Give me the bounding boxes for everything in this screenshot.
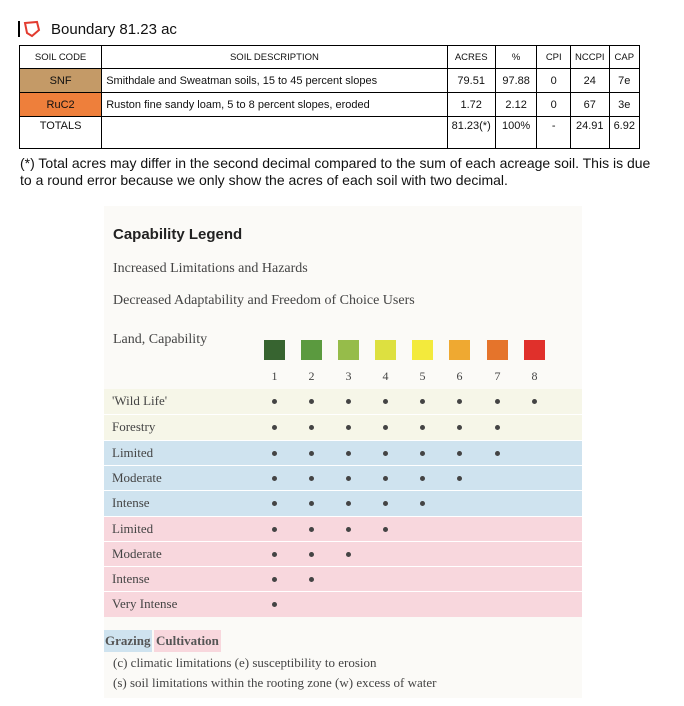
capability-dot <box>272 399 277 404</box>
wild-row <box>104 389 582 414</box>
capability-dot <box>346 399 351 404</box>
totals-percent: 100% <box>495 117 537 149</box>
soil-table <box>19 45 640 149</box>
capability-class-number: 2 <box>308 369 315 383</box>
capability-class-number: 6 <box>456 369 463 383</box>
col-acres: ACRES <box>447 46 495 69</box>
legend-line-adaptability: Decreased Adaptability and Freedom of Choice Users <box>113 293 415 308</box>
acreage-note: (*) Total acres may differ in the second decimal compared to the sum of each acreage soil. This is due to a round error because we only show the acres of each soil with two decimal. <box>20 155 651 188</box>
cultivation-key: Cultivation <box>154 630 221 652</box>
soil-code-cell: RuC2 <box>20 93 102 117</box>
soil-description-cell: Ruston fine sandy loam, 5 to 8 percent slopes, eroded <box>102 93 447 117</box>
capability-legend <box>104 206 582 698</box>
wild-row <box>104 414 582 440</box>
capability-dot <box>309 501 314 506</box>
capability-dot <box>309 451 314 456</box>
capability-class-number: 4 <box>382 369 389 383</box>
capability-class-number: 5 <box>419 369 426 383</box>
capability-class-4-swatch <box>375 340 396 360</box>
cultivation-row <box>104 566 582 592</box>
capability-class-number: 8 <box>531 369 538 383</box>
boundary-header <box>18 18 177 40</box>
legend-title: Capability Legend <box>113 226 243 243</box>
col-nccpi: NCCPI <box>570 46 609 69</box>
table-row <box>20 93 640 117</box>
capability-dot <box>346 451 351 456</box>
capability-dot <box>420 476 425 481</box>
percent-cell: 97.88 <box>495 69 537 93</box>
capability-dot <box>383 399 388 404</box>
capability-dot <box>272 476 277 481</box>
capability-dot <box>346 552 351 557</box>
row-label: 'Wild Life' <box>112 393 168 408</box>
row-label: Forestry <box>112 419 156 435</box>
capability-class-6-swatch <box>449 340 470 360</box>
capability-dot <box>383 501 388 506</box>
col-soil-description: SOIL DESCRIPTION <box>102 46 447 69</box>
row-label: Moderate <box>112 545 162 561</box>
acres-cell: 79.51 <box>447 69 495 93</box>
col-cap: CAP <box>609 46 639 69</box>
land-capability-label: Land, Capability <box>113 332 208 347</box>
capability-dot <box>272 527 277 532</box>
cap-cell: 3e <box>609 93 639 117</box>
totals-cap: 6.92 <box>609 117 639 149</box>
capability-dot <box>383 476 388 481</box>
capability-dot <box>272 602 277 607</box>
cultivation-row <box>104 591 582 617</box>
grazing-row <box>104 490 582 516</box>
capability-dot <box>272 577 277 582</box>
row-label: Very Intense <box>112 596 178 612</box>
row-label: Intense <box>112 495 150 511</box>
capability-dot <box>272 501 277 506</box>
capability-dot <box>457 476 462 481</box>
row-label: Limited <box>112 444 154 460</box>
capability-dot <box>457 425 462 430</box>
capability-class-7-swatch <box>487 340 508 360</box>
capability-dot <box>346 527 351 532</box>
totals-acres: 81.23(*) <box>447 117 495 149</box>
capability-dot <box>309 552 314 557</box>
col-cpi: CPI <box>537 46 571 69</box>
capability-dot <box>309 399 314 404</box>
soil-description-cell: Smithdale and Sweatman soils, 15 to 45 percent slopes <box>102 69 447 93</box>
nccpi-cell: 24 <box>570 69 609 93</box>
boundary-polygon-icon <box>23 20 41 38</box>
capability-class-8-swatch <box>524 340 545 360</box>
totals-row <box>20 117 640 149</box>
grazing-key: Grazing <box>104 630 152 652</box>
boundary-title: Boundary 81.23 ac <box>51 20 177 38</box>
capability-dot <box>383 527 388 532</box>
totals-label: TOTALS <box>20 117 102 149</box>
cap-cell: 7e <box>609 69 639 93</box>
cpi-cell: 0 <box>537 69 571 93</box>
capability-dot <box>532 399 537 404</box>
capability-class-1-swatch <box>264 340 285 360</box>
nccpi-cell: 67 <box>570 93 609 117</box>
table-row <box>20 69 640 93</box>
capability-class-number: 7 <box>494 369 501 383</box>
grazing-row <box>104 440 582 466</box>
capability-dot <box>272 425 277 430</box>
legend-footnote-climatic: (c) climatic limitations (e) susceptibility to erosion <box>113 655 377 670</box>
capability-dot <box>309 577 314 582</box>
cultivation-row <box>104 516 582 542</box>
col-soil-code: SOIL CODE <box>20 46 102 69</box>
divider-bar <box>18 21 20 37</box>
row-label: Limited <box>112 520 154 536</box>
cpi-cell: 0 <box>537 93 571 117</box>
capability-dot <box>420 399 425 404</box>
capability-dot <box>309 476 314 481</box>
capability-dot <box>383 451 388 456</box>
cultivation-row <box>104 541 582 567</box>
col-percent: % <box>495 46 537 69</box>
capability-dot <box>495 425 500 430</box>
capability-dot <box>346 476 351 481</box>
capability-dot <box>420 425 425 430</box>
capability-dot <box>420 451 425 456</box>
capability-dot <box>346 425 351 430</box>
capability-class-number: 1 <box>271 369 278 383</box>
capability-dot <box>309 527 314 532</box>
totals-nccpi: 24.91 <box>570 117 609 149</box>
table-header-row <box>20 46 640 69</box>
capability-dot <box>420 501 425 506</box>
row-label: Intense <box>112 571 150 587</box>
acres-cell: 1.72 <box>447 93 495 117</box>
capability-class-3-swatch <box>338 340 359 360</box>
capability-dot <box>457 451 462 456</box>
percent-cell: 2.12 <box>495 93 537 117</box>
capability-dot <box>346 501 351 506</box>
capability-class-2-swatch <box>301 340 322 360</box>
totals-cpi: - <box>537 117 571 149</box>
totals-description-empty <box>102 117 447 149</box>
soil-code-cell: SNF <box>20 69 102 93</box>
capability-class-number: 3 <box>345 369 352 383</box>
row-label: Moderate <box>112 469 162 485</box>
capability-dot <box>457 399 462 404</box>
capability-dot <box>272 451 277 456</box>
capability-dot <box>309 425 314 430</box>
legend-footnote-soil: (s) soil limitations within the rooting zone (w) excess of water <box>113 675 437 690</box>
capability-dot <box>383 425 388 430</box>
capability-dot <box>495 399 500 404</box>
capability-dot <box>495 451 500 456</box>
grazing-row <box>104 465 582 491</box>
capability-class-5-swatch <box>412 340 433 360</box>
legend-line-limitations: Increased Limitations and Hazards <box>113 261 308 276</box>
capability-dot <box>272 552 277 557</box>
